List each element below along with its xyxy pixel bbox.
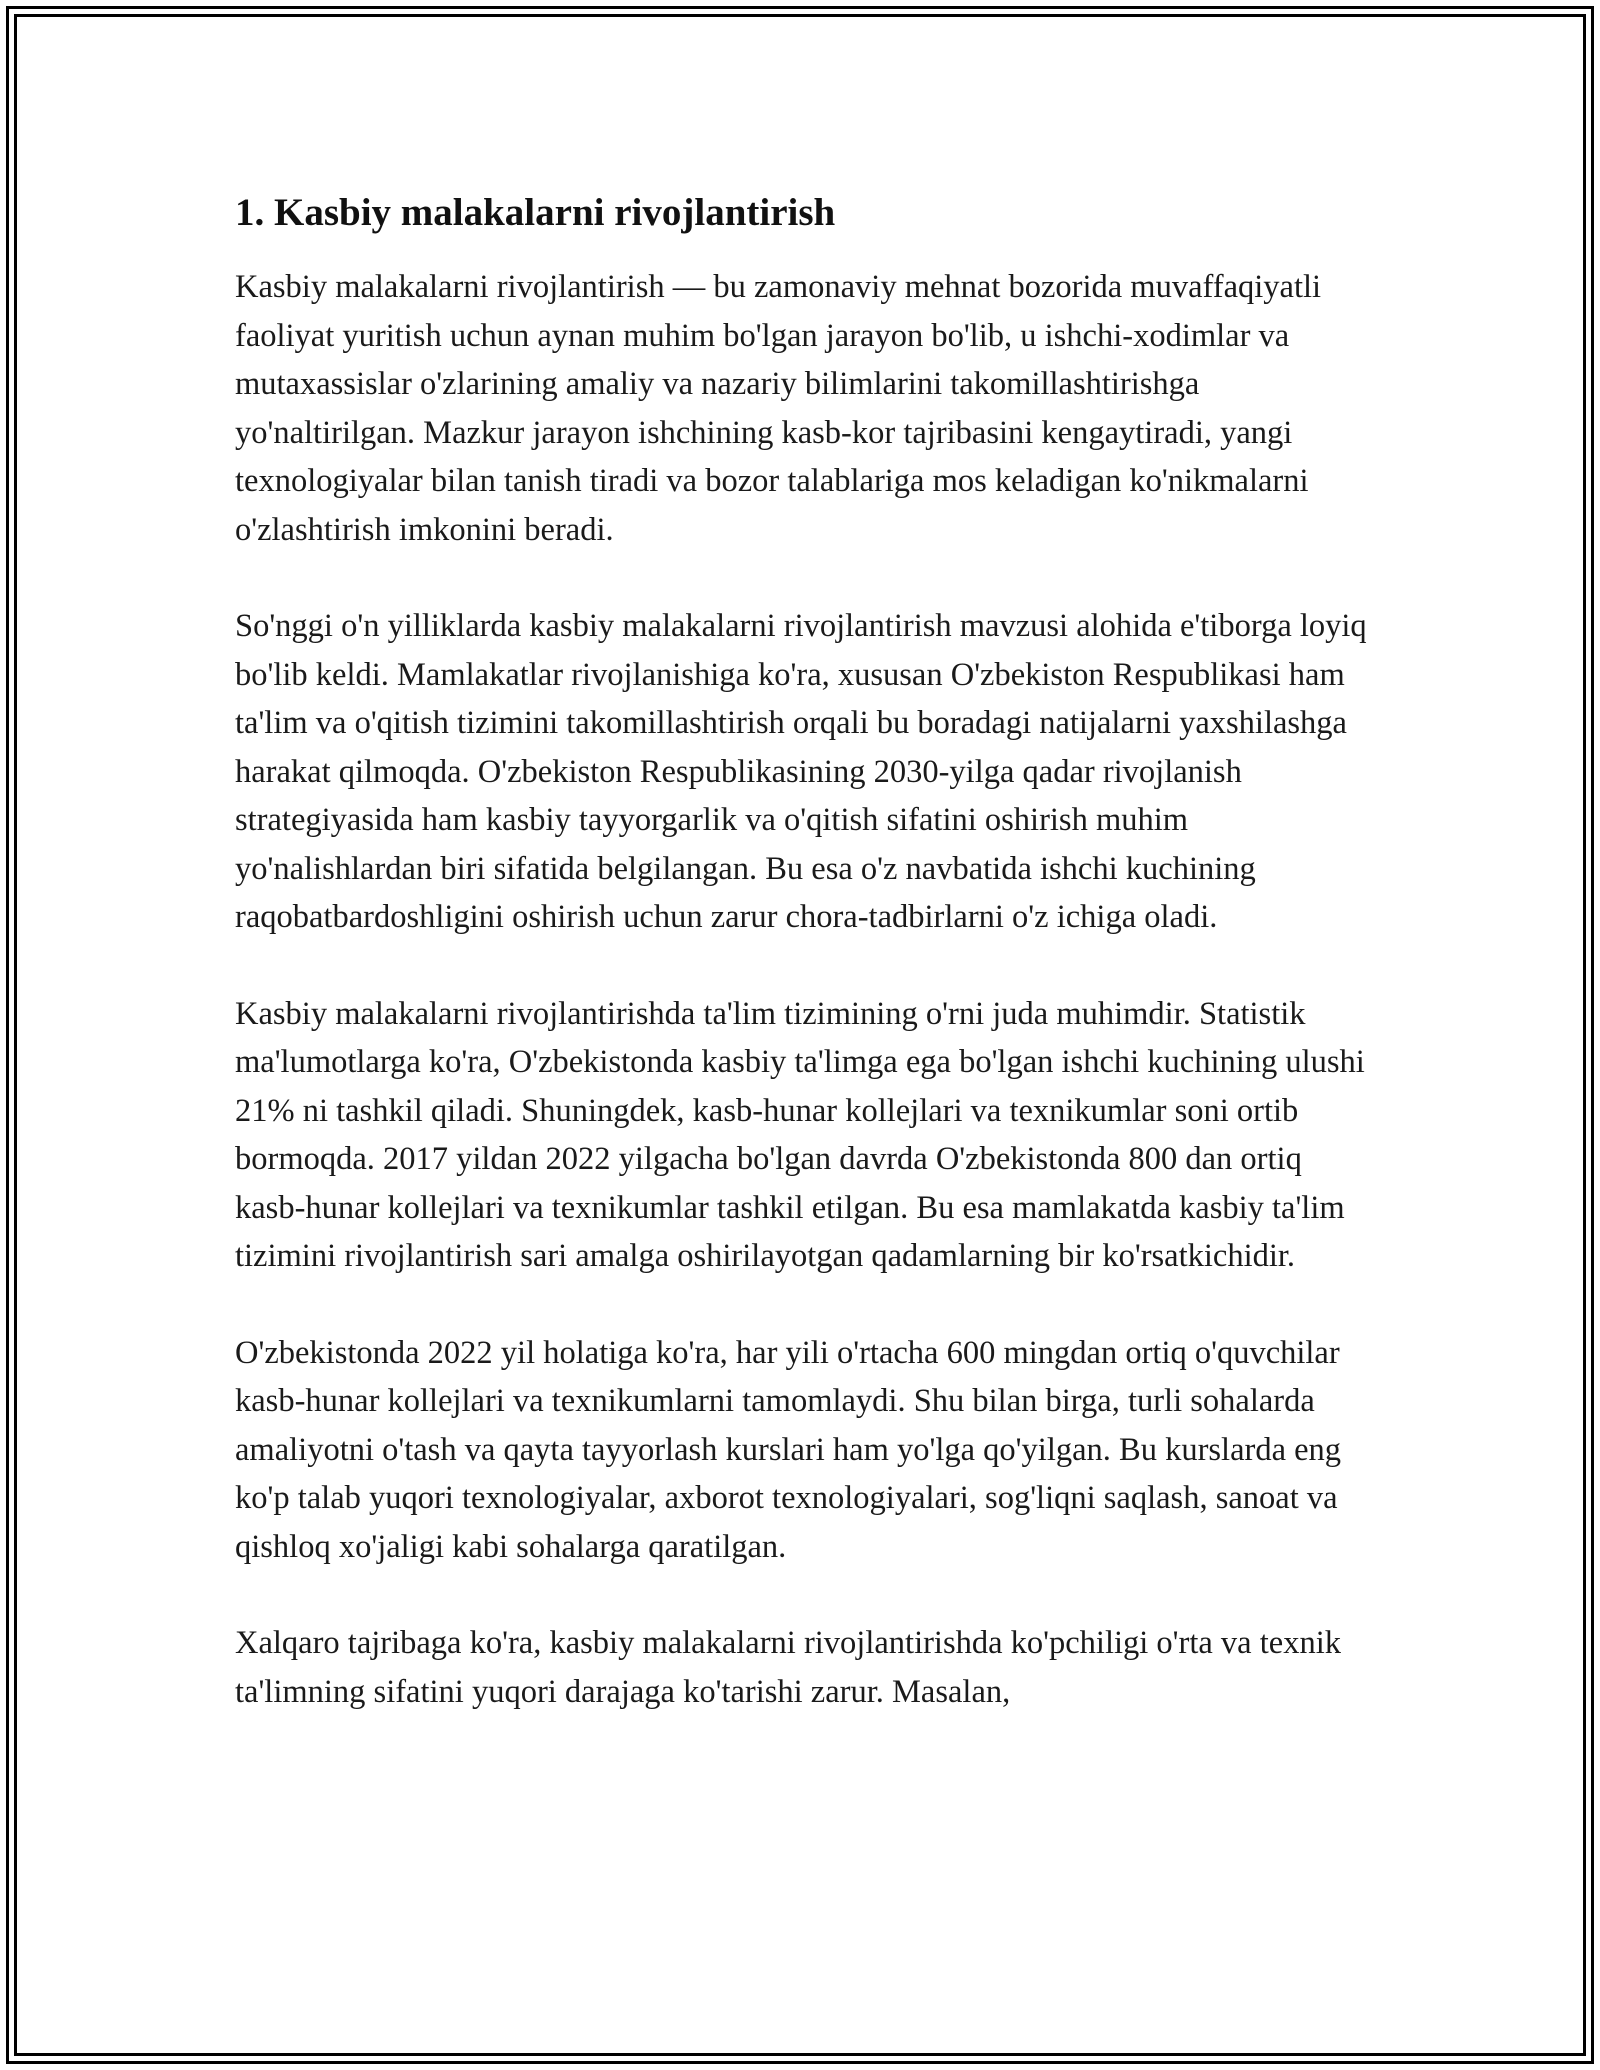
paragraph-5: Xalqaro tajribaga ko'ra, kasbiy malakalarni rivojlantirishda ko'pchiligi o'rta va texnik ta'limning sifatini yuqori darajaga ko'tarishi zarur. Masalan, — [235, 1625, 1341, 1710]
paragraph-1: Kasbiy malakalarni rivojlantirish — bu zamonaviy mehnat bozorida muvaffaqiyatli faoliyat yuritish uchun aynan muhim bo'lgan jarayon bo'lib, u ishchi-xodimlar va mutaxassislar o'zlarining amaliy va nazariy bilimlarini takomillashtirishga yo'naltirilgan. Mazkur jarayon ishchining kasb-kor tajribasini kengaytiradi, yangi texnologiyalar bilan tanish tiradi va bozor talablariga mos keladigan ko'nikmalarni o'zlashtirish imkonini beradi. — [235, 269, 1322, 548]
document-body — [235, 185, 1375, 1764]
paragraph-3: Kasbiy malakalarni rivojlantirishda ta'lim tizimining o'rni juda muhimdir. Statistik ma'lumotlarga ko'ra, O'zbekistonda kasbiy ta'limga ega bo'lgan ishchi kuchining ulushi 21% ni tashkil qiladi. Shuningdek, kasb-hunar kollejlari va texnikumlar soni ortib bormoqda. 2017 yildan 2022 yilgacha bo'lgan davrda O'zbekistonda 800 dan ortiq kasb-hunar kollejlari va texnikumlar tashkil etilgan. Bu esa mamlakatda kasbiy ta'lim tizimini rivojlantirish sari amalga oshirilayotgan qadamlarning bir ko'rsatkichidir. — [235, 995, 1365, 1274]
paragraph-4: O'zbekistonda 2022 yil holatiga ko'ra, har yili o'rtacha 600 mingdan ortiq o'quvchilar kasb-hunar kollejlari va texnikumlarni tamomlaydi. Shu bilan birga, turli sohalarda amaliyotni o'tash va qayta tayyorlash kurslari ham yo'lga qo'yilgan. Bu kurslarda eng ko'p talab yuqori texnologiyalar, axborot texnologiyalari, sog'liqni saqlash, sanoat va qishloq xo'jaligi kabi sohalarga qaratilgan. — [235, 1334, 1342, 1565]
section-heading: 1. Kasbiy malakalarni rivojlantirish — [235, 191, 836, 234]
paragraph-2: So'nggi o'n yilliklarda kasbiy malakalarni rivojlantirish mavzusi alohida e'tiborga loyiq bo'lib keldi. Mamlakatlar rivojlanishiga ko'ra, xususan O'zbekiston Respublikasi ham ta'lim va o'qitish tizimini takomillashtirish orqali bu boradagi natijalarni yaxshilashga harakat qilmoqda. O'zbekiston Respublikasining 2030-yilga qadar rivojlanish strategiyasida ham kasbiy tayyorgarlik va o'qitish sifatini oshirish muhim yo'nalishlardan biri sifatida belgilangan. Bu esa o'z navbatida ishchi kuchining raqobatbardoshligini oshirish uchun zarur chora-tadbirlarni o'z ichiga oladi. — [235, 608, 1367, 935]
